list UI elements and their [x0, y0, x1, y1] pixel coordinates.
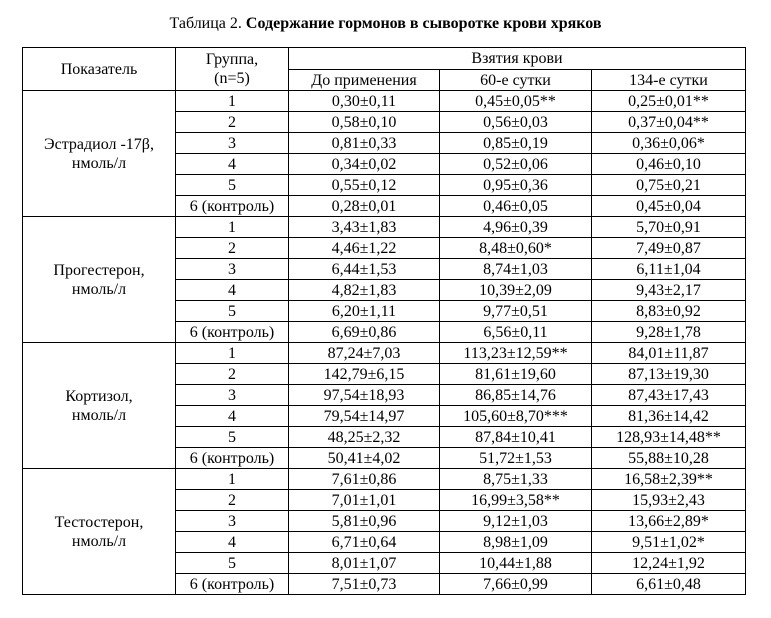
value-day134-cell: 9,28±1,78 — [592, 322, 746, 343]
value-day134-cell: 7,49±0,87 — [592, 238, 746, 259]
value-day134-cell: 55,88±10,28 — [592, 448, 746, 469]
header-row-1 — [23, 48, 746, 70]
value-before-cell: 0,30±0,11 — [289, 91, 440, 112]
indicator-unit: нмоль/л — [71, 532, 127, 550]
group-cell: 4 — [176, 406, 289, 427]
group-cell: 3 — [176, 511, 289, 532]
indicator-cell — [23, 343, 176, 469]
value-day134-cell: 0,46±0,10 — [592, 154, 746, 175]
value-day60-cell: 0,85±0,19 — [440, 133, 592, 154]
value-before-cell: 4,82±1,83 — [289, 280, 440, 301]
group-cell: 5 — [176, 301, 289, 322]
header-period-day60: 60-е сутки — [440, 70, 592, 91]
value-day60-cell: 0,52±0,06 — [440, 154, 592, 175]
value-day134-cell: 0,25±0,01** — [592, 91, 746, 112]
value-day134-cell: 0,45±0,04 — [592, 196, 746, 217]
value-day134-cell: 5,70±0,91 — [592, 217, 746, 238]
value-day134-cell: 9,43±2,17 — [592, 280, 746, 301]
caption-title: Содержание гормонов в сыворотке крови хряков — [245, 15, 602, 32]
value-day60-cell: 86,85±14,76 — [440, 385, 592, 406]
group-cell: 2 — [176, 490, 289, 511]
value-before-cell: 87,24±7,03 — [289, 343, 440, 364]
value-before-cell: 0,34±0,02 — [289, 154, 440, 175]
value-day60-cell: 4,96±0,39 — [440, 217, 592, 238]
indicator-name: Прогестерон, — [53, 261, 145, 279]
value-day60-cell: 16,99±3,58** — [440, 490, 592, 511]
value-day60-cell: 8,48±0,60* — [440, 238, 592, 259]
group-cell: 2 — [176, 112, 289, 133]
value-day60-cell: 0,95±0,36 — [440, 175, 592, 196]
value-day60-cell: 8,75±1,33 — [440, 469, 592, 490]
value-before-cell: 97,54±18,93 — [289, 385, 440, 406]
group-cell: 5 — [176, 175, 289, 196]
caption-prefix: Таблица 2. — [169, 15, 242, 32]
value-day134-cell: 15,93±2,43 — [592, 490, 746, 511]
value-day60-cell: 8,74±1,03 — [440, 259, 592, 280]
value-before-cell: 0,58±0,10 — [289, 112, 440, 133]
group-cell: 3 — [176, 259, 289, 280]
header-group-line2: (n=5) — [214, 70, 250, 87]
group-cell: 4 — [176, 280, 289, 301]
value-day60-cell: 10,39±2,09 — [440, 280, 592, 301]
value-before-cell: 7,51±0,73 — [289, 574, 440, 595]
value-day134-cell: 6,61±0,48 — [592, 574, 746, 595]
value-before-cell: 6,44±1,53 — [289, 259, 440, 280]
indicator-cell — [23, 91, 176, 217]
value-day60-cell: 8,98±1,09 — [440, 532, 592, 553]
group-cell: 4 — [176, 532, 289, 553]
value-before-cell: 0,81±0,33 — [289, 133, 440, 154]
group-cell: 6 (контроль) — [176, 448, 289, 469]
value-day60-cell: 6,56±0,11 — [440, 322, 592, 343]
value-day134-cell: 8,83±0,92 — [592, 301, 746, 322]
value-before-cell: 0,55±0,12 — [289, 175, 440, 196]
table-row — [23, 217, 746, 238]
header-group — [176, 48, 289, 91]
value-day134-cell: 81,36±14,42 — [592, 406, 746, 427]
hormone-table — [22, 47, 746, 595]
value-day134-cell: 0,37±0,04** — [592, 112, 746, 133]
value-before-cell: 50,41±4,02 — [289, 448, 440, 469]
group-cell: 5 — [176, 427, 289, 448]
group-cell: 1 — [176, 217, 289, 238]
value-day60-cell: 87,84±10,41 — [440, 427, 592, 448]
header-indicator: Показатель — [23, 48, 176, 91]
value-before-cell: 6,69±0,86 — [289, 322, 440, 343]
value-day134-cell: 0,75±0,21 — [592, 175, 746, 196]
group-cell: 2 — [176, 364, 289, 385]
group-cell: 1 — [176, 343, 289, 364]
value-before-cell: 7,01±1,01 — [289, 490, 440, 511]
value-day134-cell: 87,43±17,43 — [592, 385, 746, 406]
value-before-cell: 79,54±14,97 — [289, 406, 440, 427]
indicator-cell — [23, 469, 176, 595]
indicator-cell — [23, 217, 176, 343]
indicator-unit: нмоль/л — [71, 154, 127, 172]
header-period-before: До применения — [289, 70, 440, 91]
group-cell: 5 — [176, 553, 289, 574]
header-sampling: Взятия крови — [289, 48, 746, 70]
value-day134-cell: 128,93±14,48** — [592, 427, 746, 448]
group-cell: 6 (контроль) — [176, 574, 289, 595]
group-cell: 6 (контроль) — [176, 322, 289, 343]
header-period-day134: 134-е сутки — [592, 70, 746, 91]
group-cell: 1 — [176, 91, 289, 112]
value-day134-cell: 12,24±1,92 — [592, 553, 746, 574]
group-cell: 3 — [176, 385, 289, 406]
header-group-line1: Группа, — [205, 51, 259, 68]
group-cell: 2 — [176, 238, 289, 259]
value-day60-cell: 9,77±0,51 — [440, 301, 592, 322]
value-day60-cell: 0,46±0,05 — [440, 196, 592, 217]
value-day60-cell: 105,60±8,70*** — [440, 406, 592, 427]
value-before-cell: 142,79±6,15 — [289, 364, 440, 385]
indicator-name: Кортизол, — [65, 387, 133, 405]
indicator-name: Тестостерон, — [54, 513, 144, 531]
value-before-cell: 6,71±0,64 — [289, 532, 440, 553]
group-cell: 4 — [176, 154, 289, 175]
value-day134-cell: 0,36±0,06* — [592, 133, 746, 154]
table-row — [23, 91, 746, 112]
value-before-cell: 6,20±1,11 — [289, 301, 440, 322]
table-row — [23, 469, 746, 490]
value-day134-cell: 9,51±1,02* — [592, 532, 746, 553]
value-day60-cell: 0,56±0,03 — [440, 112, 592, 133]
value-day60-cell: 51,72±1,53 — [440, 448, 592, 469]
group-cell: 6 (контроль) — [176, 196, 289, 217]
indicator-unit: нмоль/л — [71, 406, 127, 424]
table-row — [23, 343, 746, 364]
value-before-cell: 5,81±0,96 — [289, 511, 440, 532]
value-day60-cell: 113,23±12,59** — [440, 343, 592, 364]
value-before-cell: 8,01±1,07 — [289, 553, 440, 574]
value-before-cell: 48,25±2,32 — [289, 427, 440, 448]
value-day134-cell: 16,58±2,39** — [592, 469, 746, 490]
value-day60-cell: 9,12±1,03 — [440, 511, 592, 532]
indicator-name: Эстрадиол -17β, — [44, 135, 154, 153]
value-day60-cell: 81,61±19,60 — [440, 364, 592, 385]
group-cell: 3 — [176, 133, 289, 154]
value-before-cell: 0,28±0,01 — [289, 196, 440, 217]
indicator-unit: нмоль/л — [71, 280, 127, 298]
value-day134-cell: 87,13±19,30 — [592, 364, 746, 385]
value-day134-cell: 13,66±2,89* — [592, 511, 746, 532]
value-before-cell: 4,46±1,22 — [289, 238, 440, 259]
value-day60-cell: 10,44±1,88 — [440, 553, 592, 574]
value-day134-cell: 6,11±1,04 — [592, 259, 746, 280]
value-before-cell: 7,61±0,86 — [289, 469, 440, 490]
group-cell: 1 — [176, 469, 289, 490]
table-caption — [0, 14, 771, 34]
value-day60-cell: 0,45±0,05** — [440, 91, 592, 112]
value-day60-cell: 7,66±0,99 — [440, 574, 592, 595]
value-day134-cell: 84,01±11,87 — [592, 343, 746, 364]
value-before-cell: 3,43±1,83 — [289, 217, 440, 238]
